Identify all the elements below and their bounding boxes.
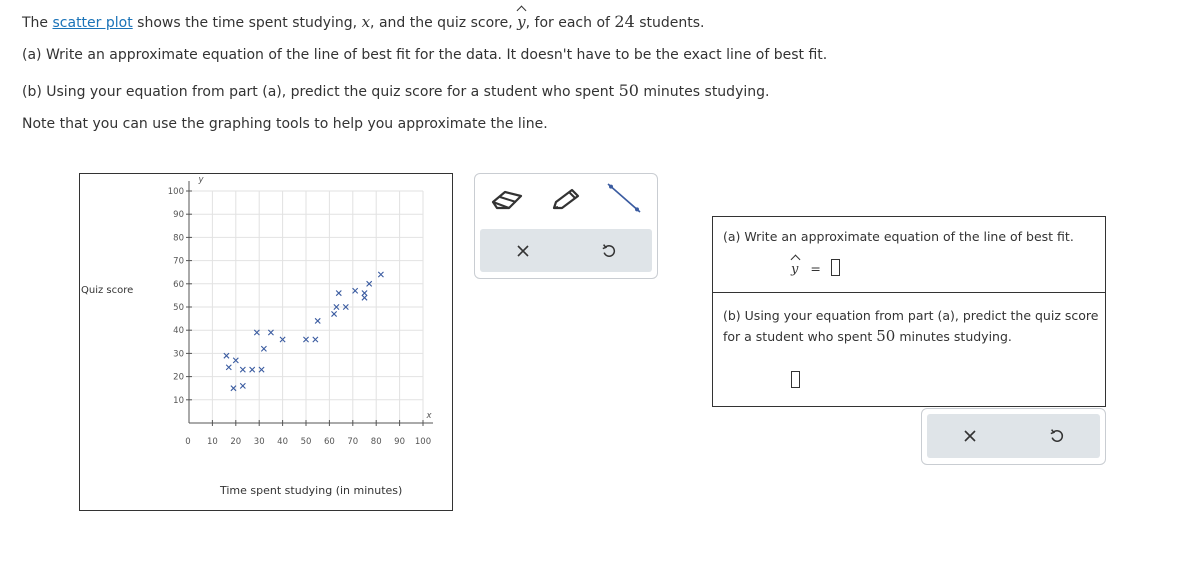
pencil-icon — [548, 186, 584, 214]
data-point — [336, 290, 341, 295]
y-tick-label: 90 — [173, 210, 184, 221]
minutes-value: 50 — [876, 327, 896, 345]
y-tick-label: 60 — [173, 279, 184, 290]
data-point — [231, 386, 236, 391]
x-tick-label: 60 — [323, 437, 335, 447]
x-tick-label: 100 — [414, 437, 432, 447]
student-count: 24 — [614, 12, 635, 31]
eraser-tool-button[interactable] — [482, 180, 532, 220]
y-tick-label: 100 — [167, 187, 184, 197]
question-text-fragment: , and the quiz score, — [370, 15, 518, 31]
scatter-plot-link[interactable]: scatter plot — [52, 15, 133, 31]
undo-graph-button[interactable] — [566, 229, 652, 272]
data-point — [331, 311, 336, 316]
answer-part-a — [713, 217, 1105, 293]
part-a-equation — [791, 261, 821, 277]
data-point — [362, 290, 367, 295]
tools-action-bar — [480, 229, 652, 272]
x-tick-label: 90 — [394, 437, 406, 447]
clear-graph-button[interactable] — [480, 229, 566, 272]
line-tool-icon — [602, 181, 646, 215]
data-point — [240, 383, 245, 388]
question-text-fragment: (b) Using your equation from part (a), predict the quiz score for a student who spent — [22, 84, 619, 100]
y-tick-label: 30 — [173, 349, 184, 360]
x-tick-label: 40 — [277, 437, 289, 447]
question-text-fragment: students. — [634, 15, 705, 31]
data-point — [226, 365, 231, 370]
data-point — [362, 295, 367, 300]
y-axis-label: Quiz score — [81, 285, 134, 296]
y-tick-label: 10 — [173, 395, 184, 406]
question-intro: The — [22, 15, 53, 31]
variable-y-hat: y — [791, 262, 799, 277]
x-tick-label: 20 — [230, 437, 242, 447]
scatter-plot-canvas[interactable] — [80, 174, 452, 510]
question-note: Note that you can use the graphing tools to help you approximate the line. — [22, 116, 548, 132]
x-tick-label: 80 — [370, 437, 382, 447]
question-text-fragment: , for each of — [525, 15, 615, 31]
line-tool-button[interactable] — [599, 178, 649, 218]
origin-label: 0 — [185, 437, 191, 447]
y-tick-label: 70 — [173, 256, 184, 267]
clear-answer-button[interactable] — [927, 414, 1013, 458]
line-equation-input[interactable] — [831, 259, 840, 276]
x-axis-variable: x — [426, 411, 432, 421]
data-point — [250, 367, 255, 372]
data-point — [353, 288, 358, 293]
data-point — [240, 367, 245, 372]
x-tick-label: 10 — [206, 437, 218, 447]
question-text-fragment: shows the time spent studying, — [132, 15, 362, 31]
question-line-1 — [22, 12, 704, 31]
scatter-plot-graph[interactable] — [79, 173, 453, 511]
question-part-b — [22, 81, 769, 100]
y-tick-label: 20 — [173, 372, 184, 383]
data-point — [259, 367, 264, 372]
y-axis-variable: y — [198, 175, 204, 185]
part-a-prompt: (a) Write an approximate equation of the line of best fit. — [723, 229, 1074, 244]
x-icon — [963, 429, 977, 443]
answer-actions-panel — [921, 408, 1106, 465]
data-point — [313, 337, 318, 342]
undo-icon — [1049, 428, 1065, 444]
answer-actions-bar — [927, 414, 1100, 458]
part-b-text-fragment: minutes studying. — [895, 329, 1012, 344]
question-part-a: (a) Write an approximate equation of the line of best fit for the data. It doesn't have to be the exact line of best fit. — [22, 47, 828, 63]
x-icon — [516, 244, 530, 258]
graphing-tools-panel — [474, 173, 658, 279]
y-tick-label: 40 — [173, 326, 184, 337]
part-b-text-fragment: for a student who spent — [723, 329, 877, 344]
pencil-tool-button[interactable] — [541, 180, 591, 220]
variable-x: x — [361, 13, 371, 31]
x-tick-label: 50 — [300, 437, 312, 447]
y-tick-label: 50 — [173, 303, 184, 313]
undo-icon — [601, 243, 617, 259]
data-point — [315, 318, 320, 323]
predicted-score-input[interactable] — [791, 371, 800, 388]
equals-sign: = — [810, 261, 821, 276]
undo-answer-button[interactable] — [1014, 414, 1100, 458]
y-tick-label: 80 — [173, 233, 184, 244]
data-point — [378, 272, 383, 277]
data-point — [261, 346, 266, 351]
x-tick-label: 70 — [347, 437, 359, 447]
x-axis-label: Time spent studying (in minutes) — [220, 484, 403, 497]
x-tick-label: 30 — [253, 437, 265, 447]
part-b-prompt-line2 — [723, 327, 1012, 345]
eraser-icon — [489, 186, 525, 214]
answers-panel — [712, 216, 1106, 407]
question-text-fragment: minutes studying. — [638, 84, 770, 100]
variable-y-hat: y — [517, 13, 526, 31]
part-b-prompt-line1: (b) Using your equation from part (a), predict the quiz score — [723, 308, 1099, 323]
minutes-value: 50 — [618, 81, 639, 100]
